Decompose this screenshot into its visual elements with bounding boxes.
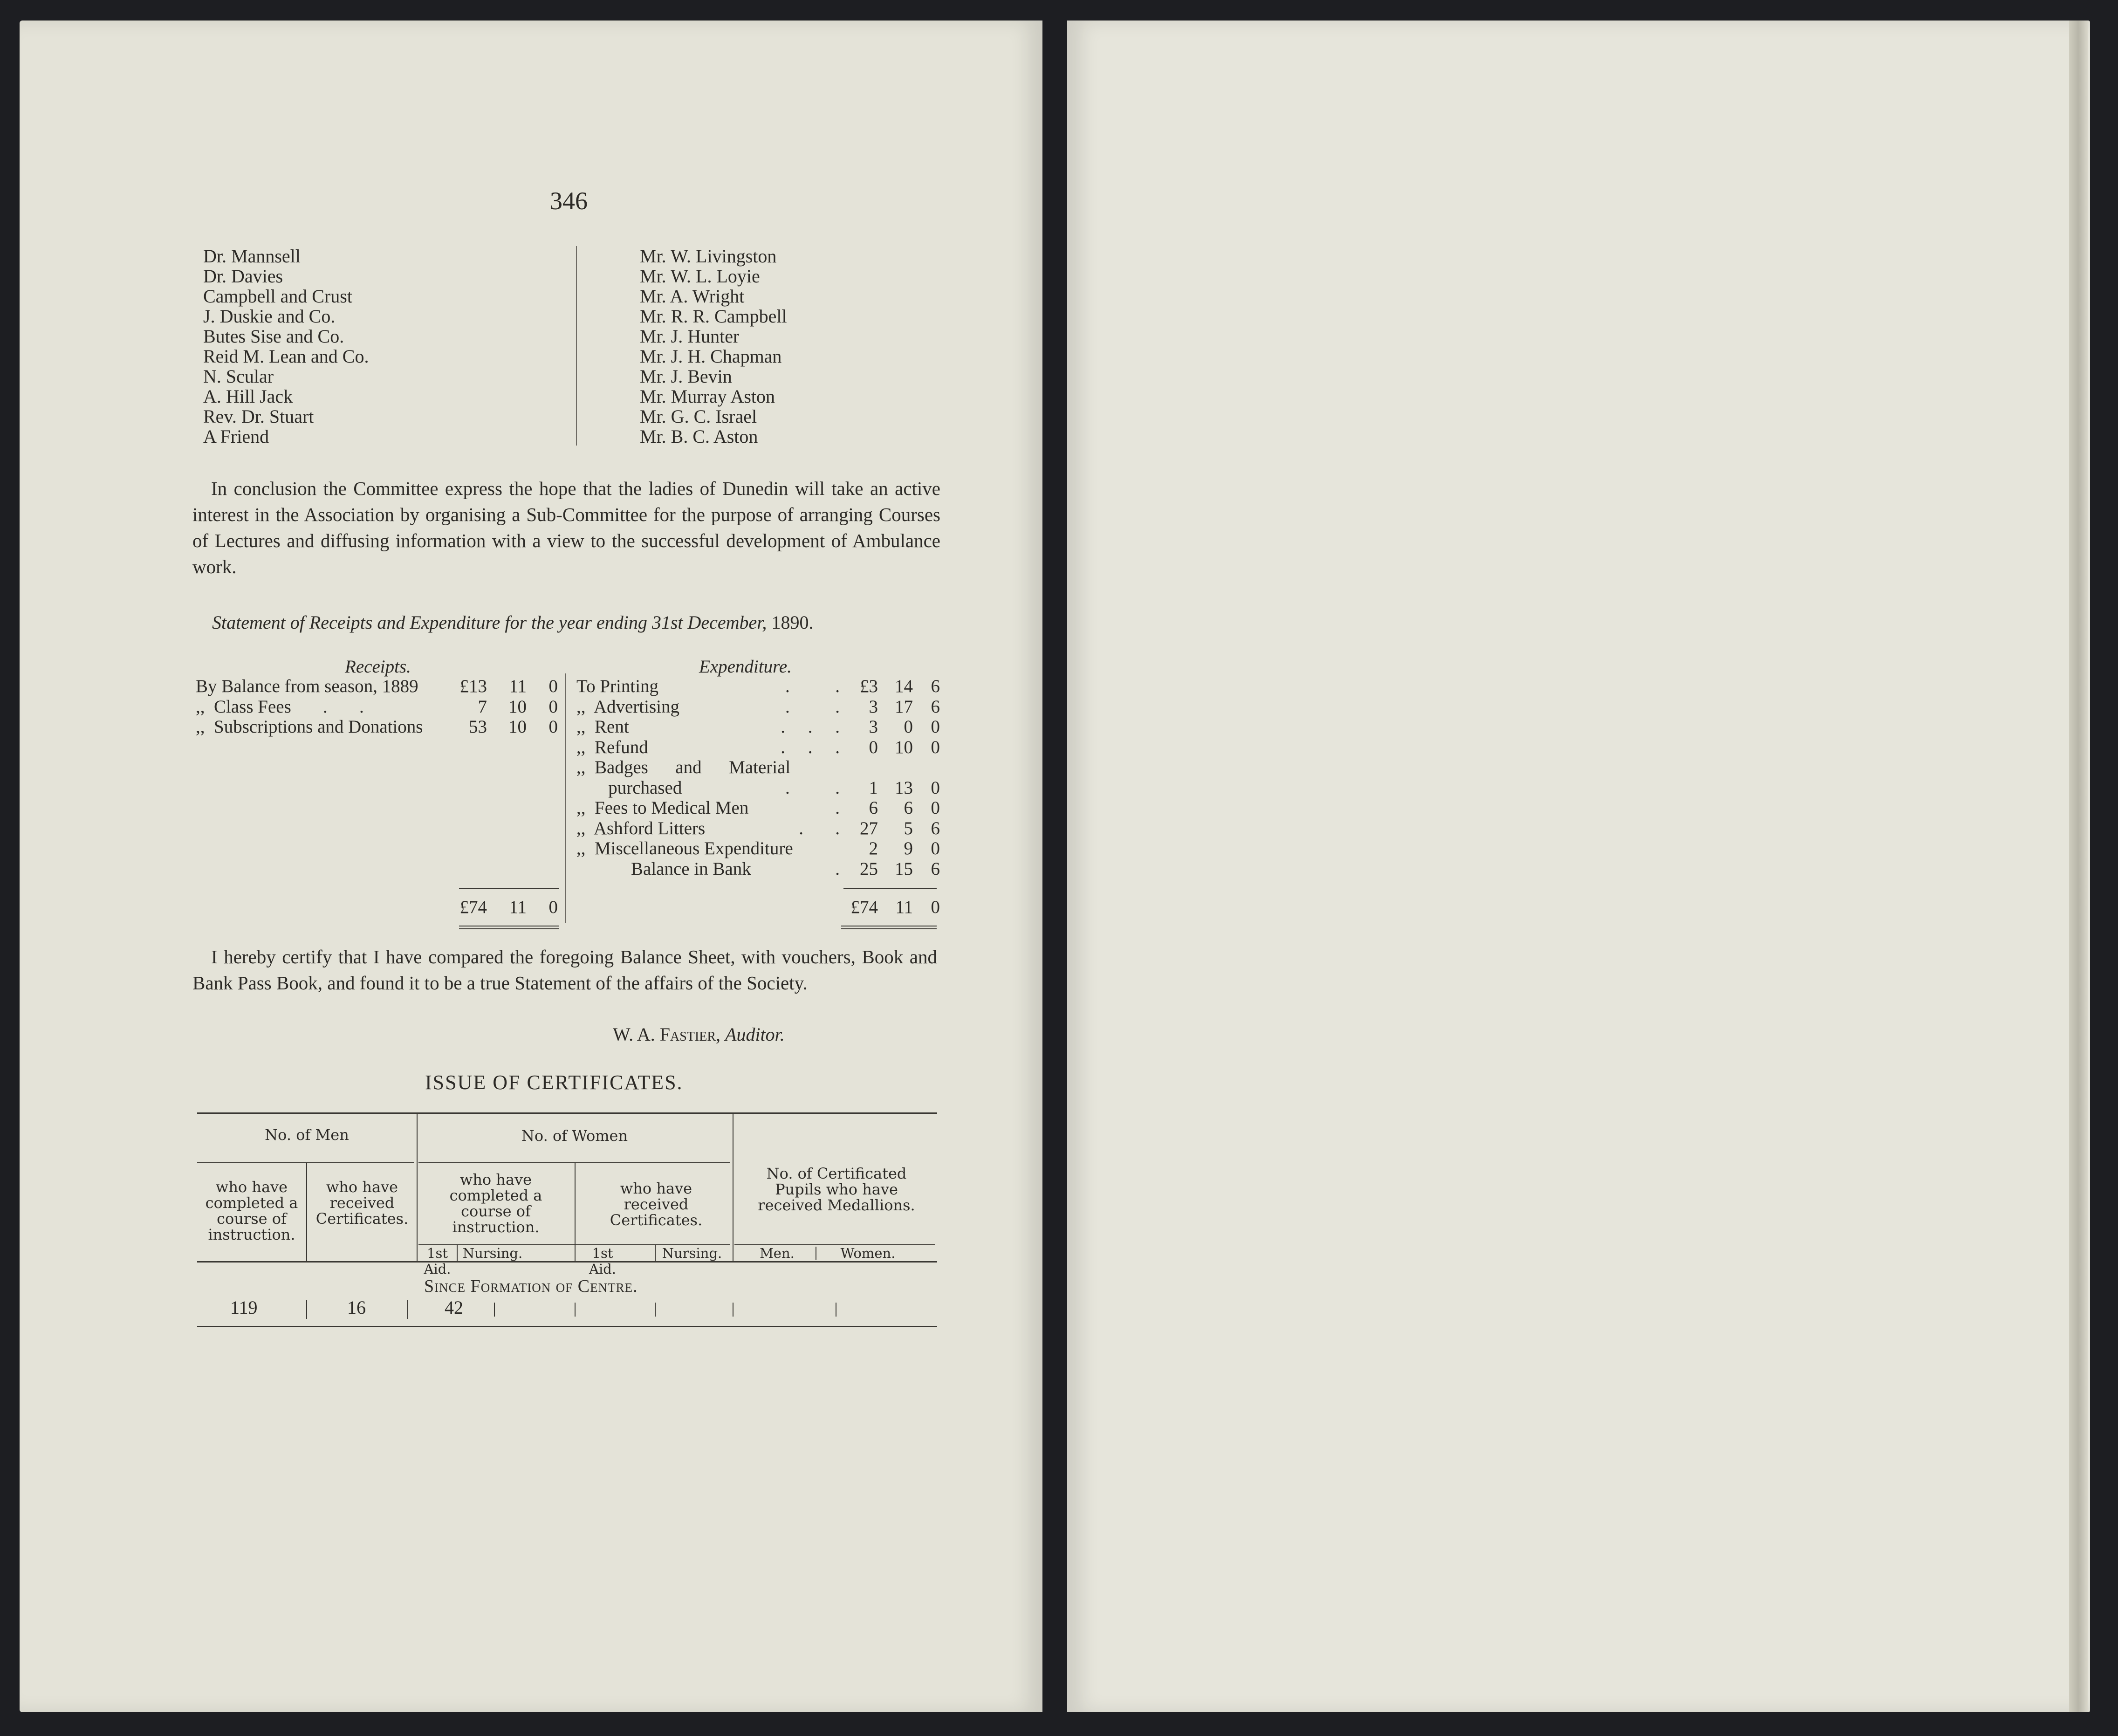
expenditure-pence: 0	[931, 798, 940, 818]
expenditure-row	[576, 717, 940, 737]
expenditure-pence: 0	[931, 737, 940, 757]
expenditure-total	[576, 897, 940, 918]
women-header: No. of Women	[521, 1127, 628, 1145]
receipts-shillings: 10	[508, 696, 527, 717]
data-div-2	[407, 1300, 408, 1319]
subscriber-left-item: J. Duskie and Co.	[203, 306, 336, 327]
receipts-total-pence: 0	[548, 897, 558, 917]
auditor-role: Auditor.	[725, 1024, 785, 1045]
receipts-pounds: 53	[469, 717, 487, 737]
expenditure-shillings: 5	[904, 818, 913, 838]
expenditure-pounds: 0	[869, 737, 878, 757]
subscriber-left-item: Campbell and Crust	[203, 286, 352, 307]
receipts-shillings: 11	[509, 676, 527, 696]
expenditure-pounds: £3	[860, 676, 878, 696]
statement-year: 1890.	[771, 612, 814, 633]
expenditure-rule	[843, 888, 937, 889]
expenditure-row	[576, 757, 940, 778]
cert-header-bottom-rule	[197, 1261, 937, 1263]
men-completed-value: 119	[230, 1297, 258, 1318]
receipts-heading: Receipts.	[345, 657, 411, 677]
receipts-row	[196, 717, 559, 737]
expenditure-label: ,, Fees to Medical Men	[576, 798, 749, 818]
women-completed-value: 42	[445, 1297, 463, 1318]
cert-top-rule	[197, 1112, 937, 1114]
expenditure-shillings: 6	[904, 798, 913, 818]
expenditure-pounds: 3	[869, 717, 878, 737]
subscriber-right-item: Mr. J. Hunter	[640, 326, 740, 347]
expenditure-total-pence: 0	[931, 897, 940, 917]
expenditure-leader-dots: . . .	[781, 717, 840, 737]
list-divider	[576, 246, 577, 446]
subscriber-left-item: Dr. Mannsell	[203, 246, 301, 267]
data-div-4	[575, 1303, 576, 1317]
receipts-rule	[459, 888, 559, 889]
expenditure-shillings: 15	[895, 858, 913, 879]
expenditure-shillings: 0	[904, 717, 913, 737]
cert-men-rule	[197, 1162, 414, 1163]
expenditure-pence: 0	[931, 838, 940, 858]
expenditure-leader-dots: .	[835, 858, 840, 879]
expenditure-pounds: 27	[860, 818, 878, 838]
data-div-3	[494, 1303, 495, 1317]
medallions-women-header: Women.	[840, 1245, 896, 1261]
subscriber-left-item: A. Hill Jack	[203, 386, 293, 407]
expenditure-row	[576, 818, 940, 839]
cert-vline-men-sub	[306, 1163, 307, 1261]
page-edge	[2069, 21, 2088, 1712]
women-completed-header: who have completed a course of instruction.	[449, 1171, 542, 1236]
receipts-pence: 0	[548, 696, 558, 717]
receipts-pounds: 7	[478, 696, 487, 717]
expenditure-leader-dots: . .	[785, 696, 840, 717]
expenditure-total-underline-2	[841, 928, 937, 929]
subscriber-list-left	[203, 246, 369, 446]
certify-text: I hereby certify that I have compared the foregoing Balance Sheet, with vouchers, Book and Bank Pass Book, and found it to be a true Statement of the affairs of the Society.	[192, 946, 937, 994]
medallions-header: No. of Certificated Pupils who have received Medallions.	[758, 1165, 915, 1214]
receipts-label: ,, Class Fees . .	[196, 696, 364, 717]
expenditure-pence: 6	[931, 858, 940, 879]
expenditure-shillings: 17	[895, 696, 913, 717]
expenditure-leader-dots: . .	[785, 777, 840, 798]
receipts-row	[196, 697, 559, 717]
expenditure-total-pounds: £74	[850, 897, 878, 917]
data-div-1	[306, 1300, 307, 1319]
subscriber-left-item: Reid M. Lean and Co.	[203, 346, 369, 367]
expenditure-row	[576, 737, 940, 758]
expenditure-pence: 0	[931, 777, 940, 798]
subscriber-left-item: Rev. Dr. Stuart	[203, 406, 314, 427]
expenditure-label: Balance in Bank	[576, 858, 751, 879]
cert-vline-women-sub	[575, 1163, 576, 1261]
account-divider	[565, 673, 566, 923]
men-header: No. of Men	[265, 1126, 349, 1144]
subscriber-right-item: Mr. R. R. Campbell	[640, 306, 787, 327]
subscriber-list-right	[640, 246, 787, 446]
men-completed-header: who have completed a course of instruction.	[205, 1178, 298, 1243]
expenditure-pounds: 2	[869, 838, 878, 858]
subscriber-left-item: N. Scular	[203, 366, 274, 387]
women-received-header: who have received Certificates.	[610, 1180, 703, 1229]
subscriber-right-item: Mr. W. Livingston	[640, 246, 777, 267]
expenditure-label: ,, Advertising	[576, 696, 679, 717]
expenditure-row	[576, 697, 940, 717]
statement-title	[212, 611, 958, 633]
subscriber-left-item: A Friend	[203, 426, 269, 447]
subscriber-right-item: Mr. W. L. Loyie	[640, 266, 760, 287]
expenditure-shillings: 9	[904, 838, 913, 858]
expenditure-label: ,, Refund	[576, 737, 648, 757]
expenditure-leader-dots: . .	[799, 818, 840, 838]
receipts-total-underline-2	[459, 928, 559, 929]
expenditure-total-shillings: 11	[895, 897, 913, 917]
cert-women-rule	[418, 1162, 730, 1163]
women-1st-aid-header: 1st Aid.	[424, 1245, 451, 1277]
subscriber-right-item: Mr. A. Wright	[640, 286, 745, 307]
expenditure-label: To Printing	[576, 676, 659, 696]
subscriber-left-item: Butes Sise and Co.	[203, 326, 344, 347]
auditor-name: W. A. Fastier,	[613, 1024, 721, 1045]
receipts-table	[196, 676, 559, 737]
statement-title-text: Statement of Receipts and Expenditure for the year ending 31st December,	[212, 612, 767, 633]
expenditure-row	[576, 859, 940, 879]
expenditure-pence: 6	[931, 676, 940, 696]
women-received-nursing-header: Nursing.	[662, 1245, 722, 1261]
receipts-shillings: 10	[508, 717, 527, 737]
expenditure-shillings: 13	[895, 777, 913, 798]
receipts-row	[196, 676, 559, 697]
conclusion-paragraph	[192, 475, 940, 580]
subscriber-right-item: Mr. G. C. Israel	[640, 406, 757, 427]
medallions-men-header: Men.	[760, 1245, 795, 1261]
cert-bottom-rule	[197, 1326, 937, 1327]
subscriber-right-item: Mr. J. H. Chapman	[640, 346, 782, 367]
expenditure-label: ,, Ashford Litters	[576, 818, 706, 838]
subscriber-right-item: Mr. B. C. Aston	[640, 426, 758, 447]
women-received-1st-aid-header: 1st Aid.	[589, 1245, 616, 1277]
expenditure-label: ,, Rent	[576, 717, 629, 737]
receipts-pence: 0	[548, 717, 558, 737]
receipts-total-shillings: 11	[509, 897, 527, 917]
expenditure-shillings: 14	[895, 676, 913, 696]
expenditure-table	[576, 676, 940, 879]
receipts-label: By Balance from season, 1889	[196, 676, 418, 696]
men-received-value: 16	[347, 1297, 366, 1318]
expenditure-pence: 6	[931, 696, 940, 717]
data-div-5	[655, 1303, 656, 1317]
receipts-label: ,, Subscriptions and Donations	[196, 717, 423, 737]
expenditure-label: purchased	[576, 777, 682, 798]
expenditure-pounds: 6	[869, 798, 878, 818]
certificates-title: ISSUE OF CERTIFICATES.	[425, 1071, 683, 1094]
expenditure-label: ,, Miscellaneous Expenditure	[576, 838, 793, 858]
expenditure-leader-dots: . . .	[781, 737, 840, 757]
subscriber-left-item: Dr. Davies	[203, 266, 283, 287]
expenditure-label: ,, Badges and Material	[576, 757, 791, 777]
expenditure-pence: 6	[931, 818, 940, 838]
since-formation-label: Since Formation of Centre.	[424, 1276, 638, 1296]
expenditure-row	[576, 798, 940, 818]
expenditure-pounds: 1	[869, 777, 878, 798]
auditor-signature	[613, 1023, 785, 1045]
conclusion-text: In conclusion the Committee express the hope that the ladies of Dunedin will take an active interest in the Association by organising a Sub-Committee for the purpose of arranging Courses of Lectures and diffusing information with a view to the successful development of Ambulance work.	[192, 478, 940, 577]
expenditure-leader-dots: . .	[785, 676, 840, 696]
receipts-total-pounds: £74	[459, 897, 487, 917]
certify-paragraph	[192, 944, 937, 996]
expenditure-pounds: 3	[869, 696, 878, 717]
subscriber-right-item: Mr. Murray Aston	[640, 386, 775, 407]
expenditure-row	[576, 778, 940, 798]
receipts-pounds: £13	[459, 676, 487, 696]
right-page	[1067, 21, 2090, 1712]
subscriber-right-item: Mr. J. Bevin	[640, 366, 732, 387]
expenditure-shillings: 10	[895, 737, 913, 757]
expenditure-pounds: 25	[860, 858, 878, 879]
women-nursing-header: Nursing.	[462, 1245, 523, 1261]
expenditure-leader-dots: .	[835, 798, 840, 818]
expenditure-row	[576, 838, 940, 859]
expenditure-pence: 0	[931, 717, 940, 737]
expenditure-heading: Expenditure.	[699, 657, 792, 677]
men-received-header: who have received Certificates.	[315, 1178, 409, 1228]
expenditure-row	[576, 676, 940, 697]
receipts-pence: 0	[548, 676, 558, 696]
page-number: 346	[550, 187, 588, 215]
receipts-total	[196, 897, 559, 918]
